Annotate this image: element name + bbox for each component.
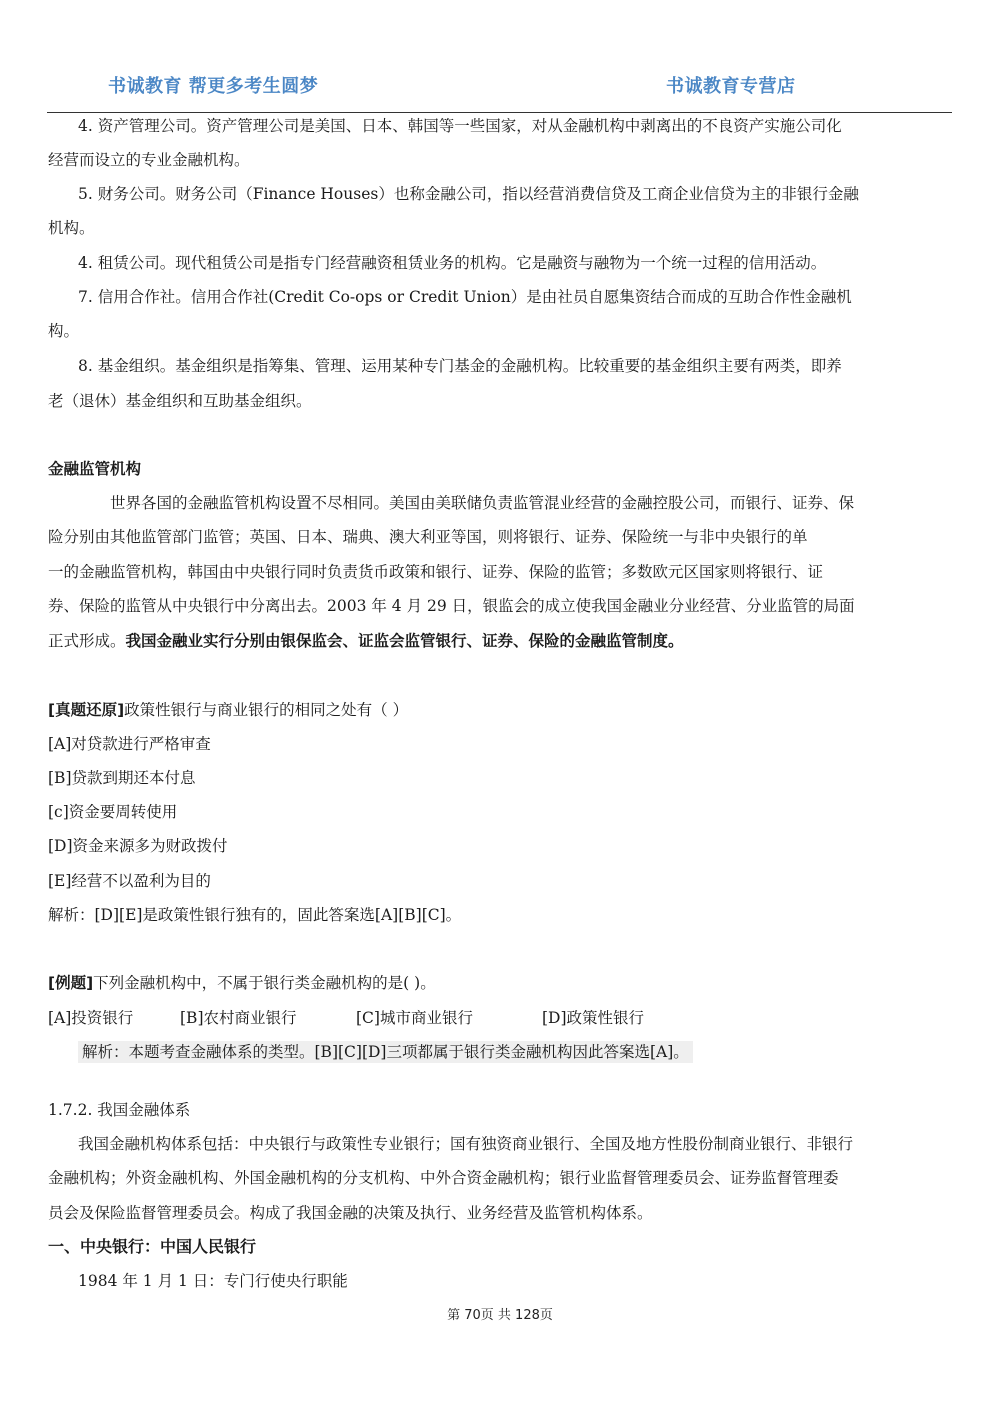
paragraph-line: 经营而设立的专业金融机构。 — [48, 151, 250, 169]
paragraph-line: 世界各国的金融监管机构设置不尽相同。美国由美联储负责监管混业经营的金融控股公司，而银行、证券、保 — [110, 494, 855, 512]
paragraph-line: 机构。 — [48, 219, 95, 237]
option-d: [D]资金来源多为财政拨付 — [48, 837, 228, 855]
option-c: [c]资金要周转使用 — [48, 803, 178, 821]
example-stem — [48, 973, 436, 993]
header-divider — [47, 112, 952, 113]
answer-explanation: 解析：[D][E]是政策性银行独有的，固此答案选[A][B][C]。 — [48, 906, 462, 924]
page-number: 第 70页 共 128页 — [447, 1308, 553, 1323]
paragraph-line: 员会及保险监督管理委员会。构成了我国金融的决策及执行、业务经营及监管机构体系。 — [48, 1204, 653, 1222]
central-bank-heading: 一、中央银行：中国人民银行 — [48, 1237, 257, 1256]
option-a: [A]对贷款进行严格审查 — [48, 735, 211, 753]
paragraph-line: 我国金融机构体系包括：中央银行与政策性专业银行；国有独资商业银行、全国及地方性股份制商业银行、非银行 — [78, 1135, 854, 1153]
paragraph-line: 险分别由其他监管部门监管；英国、日本、瑞典、澳大利亚等国，则将银行、证券、保险统一与非中央银行的单 — [48, 528, 808, 546]
question-tag: [真题还原] — [48, 701, 125, 719]
paragraph-line: 5. 财务公司。财务公司（Finance Houses）也称金融公司，指以经营消费信贷及工商企业信贷为主的非银行金融 — [78, 185, 859, 203]
example-answer — [78, 1042, 693, 1062]
paragraph-line: 一的金融监管机构，韩国由中央银行同时负责货币政策和银行、证券、保险的监管；多数欧元区国家则将银行、证 — [48, 563, 824, 581]
paragraph-line — [48, 631, 684, 651]
option-b: [B]贷款到期还本付息 — [48, 769, 196, 787]
example-option-d: [D]政策性银行 — [542, 1009, 645, 1027]
paragraph-line: 7. 信用合作社。信用合作社(Credit Co-ops or Credit Union）是由社员自愿集资结合而成的互助合作性金融机 — [78, 288, 852, 306]
emphasis-text: 我国金融业实行分别由银保监会、证监会监管银行、证券、保险的金融监管制度。 — [125, 632, 684, 650]
paragraph-line: 1984 年 1 月 1 日：专门行使央行职能 — [78, 1272, 348, 1290]
example-tag: [例题] — [48, 974, 94, 992]
question-text: 政策性银行与商业银行的相同之处有（ ） — [124, 701, 409, 719]
plain-text: 正式形成。 — [48, 632, 126, 650]
header-left-text: 书诚教育 帮更多考生圆梦 — [108, 76, 319, 97]
section-heading: 金融监管机构 — [48, 460, 142, 478]
subsection-heading: 1.7.2. 我国金融体系 — [48, 1101, 191, 1119]
example-option-a: [A]投资银行 — [48, 1009, 134, 1027]
paragraph-line: 8. 基金组织。基金组织是指筹集、管理、运用某种专门基金的金融机构。比较重要的基金组织主要有两类，即养 — [78, 357, 842, 375]
example-text: 下列金融机构中，不属于银行类金融机构的是( )。 — [93, 974, 436, 992]
header-right-text: 书诚教育专营店 — [666, 76, 796, 97]
highlighted-answer: 解析：本题考查金融体系的类型。[B][C][D]三项都属于银行类金融机构因此答案选[A]。 — [78, 1041, 693, 1063]
paragraph-line: 构。 — [48, 322, 80, 340]
paragraph-line: 金融机构；外资金融机构、外国金融机构的分支机构、中外合资金融机构；银行业监督管理委员会、证券监督管理委 — [48, 1169, 839, 1187]
option-e: [E]经营不以盈利为目的 — [48, 872, 211, 890]
question-stem — [48, 700, 408, 720]
paragraph-line: 4. 租赁公司。现代租赁公司是指专门经营融资租赁业务的机构。它是融资与融物为一个统一过程的信用活动。 — [78, 254, 827, 272]
paragraph-line: 4. 资产管理公司。资产管理公司是美国、日本、韩国等一些国家，对从金融机构中剥离出的不良资产实施公司化 — [78, 117, 842, 135]
paragraph-line: 券、保险的监管从中央银行中分离出去。2003 年 4 月 29 日，银监会的成立使我国金融业分业经营、分业监管的局面 — [48, 597, 855, 615]
example-option-c: [C]城市商业银行 — [356, 1009, 473, 1027]
example-option-b: [B]农村商业银行 — [180, 1009, 297, 1027]
paragraph-line: 老（退休）基金组织和互助基金组织。 — [48, 392, 312, 410]
